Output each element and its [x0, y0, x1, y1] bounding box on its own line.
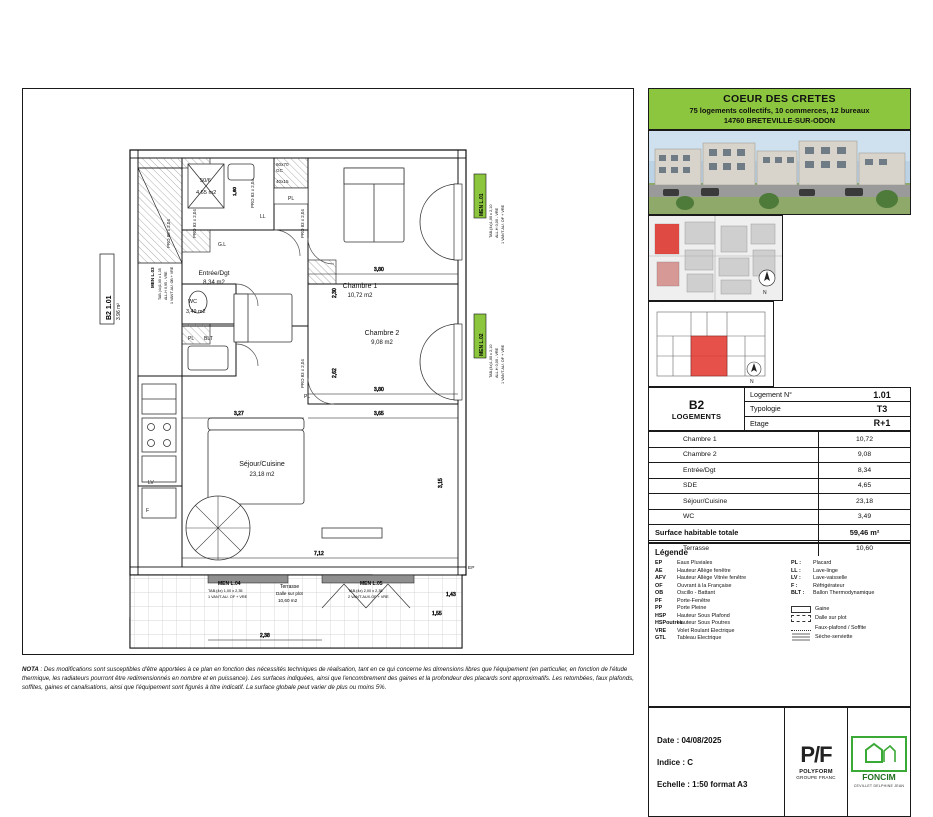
legend-text: Hauteur Allège Vitrée fenêtre: [677, 575, 747, 581]
terrace-area: 10,60 m2: [278, 598, 298, 603]
legend-text: Tableau Electrique: [677, 635, 722, 641]
legend-abbr: OF: [655, 582, 663, 589]
legend-item: [791, 583, 903, 589]
window-spec-men-l01-2: ALL.H 0,00 - VRE: [495, 207, 499, 238]
dimension-143: 1,43: [446, 592, 456, 598]
field-typologie: [745, 402, 910, 416]
area-name: WC: [683, 513, 695, 521]
field-logement-value: 1.01: [873, 389, 891, 400]
table-row-total: [649, 525, 910, 541]
dimension-262: 2,62: [332, 368, 338, 378]
dimension-160: 1,60: [232, 187, 237, 196]
legend-title: Légende: [655, 548, 688, 557]
legend-text: Eaux Pluviales: [677, 560, 713, 566]
legend-text: Ouvrant à la Française: [677, 582, 732, 589]
seche-serviette-icon: [791, 633, 811, 640]
legend-text: Réfrigérateur: [813, 582, 845, 589]
window-tag-men-l02: MEN L.02: [479, 333, 485, 356]
polyform-name: POLYFORM: [799, 769, 833, 775]
legend-text: Porte Pleine: [677, 605, 707, 611]
annotation-blt: BLT: [204, 336, 213, 342]
legend-text: Ballon Thermodynamique: [813, 590, 875, 596]
legend-text: Hauteur Sous Poutres: [677, 620, 731, 626]
dimension-380-b: 3,80: [374, 387, 384, 393]
legend-abbr: PP: [655, 605, 663, 611]
nota-text: : Des modifications sont susceptibles d'être apportées à ce plan en fonction des nécessités techniques de réalisation, tant en ce qui concerne les dimensions libres que l'équipement (en particulier, en fonction de l'étude thermique, les radiateurs pourront être redimensionnés en nombre et en puissance). Les surfaces indiquées, ainsi que l'encombrement des gaines et la profondeur des placards sont approximatifs. Les retombées, faux plafonds, soffites, gaines et canalisations, ainsi que l'équipement sont figurés à titre indicatif. La surface globale peut varier de plus ou moins 5%.: [22, 666, 634, 692]
annotation-lv: LV: [148, 480, 154, 486]
room-label-entree: Entrée/Dgt: [198, 270, 230, 277]
project-name: COEUR DES CRETES: [723, 93, 836, 105]
legend-text: Sèche-serviette: [815, 633, 853, 640]
dalle-plot-icon: [791, 615, 811, 622]
svg-text:N: N: [750, 379, 754, 385]
table-row: [649, 448, 910, 464]
faux-plafond-icon: [791, 624, 811, 631]
legend-item: [655, 598, 783, 604]
building-subtitle: LOGEMENTS: [671, 411, 722, 421]
room-label-sejour: Séjour/Cuisine: [239, 461, 285, 468]
polyform-sub: GROUPE FRANC: [796, 775, 836, 780]
legend-item: [791, 560, 903, 566]
window-spec-men-l03-1: TAB.(4x)1,00 x 1,35: [158, 268, 162, 300]
annotation-pl-2: PL: [188, 336, 195, 342]
footer-block: [648, 707, 911, 817]
annotation-porte-4: PRO 83 x 2,04: [300, 359, 305, 388]
legend-column-equipment: [791, 560, 903, 641]
legend-item: [655, 605, 783, 611]
legend-text: Dalle sur plot: [815, 615, 847, 622]
site-plan-thumbnail: [648, 215, 783, 301]
total-area-label: Surface habitable totale: [655, 527, 739, 537]
legend-item: [655, 560, 783, 566]
field-typologie-value: T3: [876, 403, 888, 414]
polyform-mark: P/F: [800, 742, 832, 767]
room-area-entree: 8,34 m2: [203, 280, 225, 286]
building-id: [649, 388, 745, 430]
area-name: Chambre 1: [683, 435, 717, 443]
dimension-327: 3,27: [234, 411, 244, 417]
legend-text: Lave-linge: [813, 567, 838, 574]
field-typologie-label: Typologie: [750, 404, 781, 414]
room-area-chambre2: 9,08 m2: [371, 340, 393, 346]
legend-item: [655, 613, 783, 619]
annotation-60x70: 60x70: [276, 162, 289, 167]
room-area-wc: 3,49 m2: [186, 309, 206, 315]
table-row: [649, 510, 910, 526]
legend-text: Gaine: [815, 606, 830, 612]
area-value: 10,60: [818, 541, 910, 557]
dimension-230: 2,30: [332, 288, 338, 298]
foncim-sub: CEVILLET DELPHINE JEAN: [853, 784, 905, 788]
window-spec-men-l02-3: 1 VAN'T.AU. OF + VRE: [501, 344, 505, 384]
window-spec-men-l04-2: 1 VAN'T.AU. OF + VRE: [208, 595, 248, 599]
legend-abbr: HSP: [655, 612, 667, 619]
table-row: [649, 494, 910, 510]
doc-date: Date : 04/08/2025: [657, 735, 722, 745]
legend-item: [791, 590, 903, 596]
legend-text: Volet Roulant Electrique: [677, 627, 735, 634]
window-tag-men-l03: MEN L.03: [150, 267, 155, 288]
info-panel: [648, 88, 911, 789]
areas-table: [648, 431, 911, 552]
doc-echelle: Echelle : 1:50 format A3: [657, 779, 748, 789]
legend-abbr: AFV: [655, 575, 666, 581]
room-label-wc: WC: [188, 299, 197, 305]
legend-symbol-gaine: [791, 606, 903, 613]
legend-column-abbreviations: [655, 560, 783, 641]
window-spec-men-l04-1: TAB.(4x) 1,00 x 2,35: [208, 589, 243, 593]
legend-item: [791, 568, 903, 574]
terrace-label: Terrasse: [280, 584, 300, 590]
plan-side-label-2: 3.96 m²: [116, 303, 122, 320]
apartment-id-block: [648, 387, 911, 431]
area-value: 9,08: [818, 448, 910, 463]
dimension-155: 1,55: [432, 611, 442, 617]
table-row: [649, 463, 910, 479]
field-etage-value: R+1: [873, 418, 891, 429]
area-name: Chambre 2: [683, 451, 717, 459]
annotation-pl-1: PL: [288, 196, 295, 202]
nota-label: NOTA: [22, 666, 39, 673]
area-value: 23,18: [818, 494, 910, 509]
legend-abbr: AE: [655, 567, 663, 574]
legend-item: [655, 590, 783, 596]
legend-abbr: BLT :: [791, 590, 805, 596]
dimension-712: 7,12: [314, 551, 324, 557]
legend-symbol-seche-serviette: [791, 633, 903, 640]
window-tag-men-l04: MEN L.04: [218, 581, 241, 587]
legend-text: Hauteur Allège fenêtre: [677, 567, 731, 574]
legend-item: [655, 635, 783, 641]
room-area-chambre1: 10,72 m2: [347, 293, 373, 299]
legend-text: Placard: [813, 560, 832, 566]
room-label-chambre1: Chambre 1: [342, 283, 378, 290]
gaine-icon: [791, 606, 811, 613]
legend-text: Faux-plafond / Soffite: [815, 624, 867, 631]
apartment-fields: [745, 388, 910, 430]
annotation-f: F: [146, 508, 150, 514]
table-row: [649, 432, 910, 448]
field-etage: [745, 417, 910, 430]
area-value: 3,49: [818, 510, 910, 525]
window-tag-men-l05: MEN L.05: [360, 581, 383, 587]
area-name: Terrasse: [683, 544, 710, 552]
room-area-sde: 4,65 m2: [196, 190, 217, 196]
legend-item: [791, 575, 903, 581]
legend-item: [655, 628, 783, 634]
dimension-365: 3,65: [374, 411, 384, 417]
annotation-porte-1: PRO 83 x 2,04: [192, 209, 197, 238]
annotation-gl: G.L: [218, 242, 227, 248]
legend-block: [648, 543, 911, 707]
nota-disclaimer: [22, 665, 634, 692]
area-name: Entrée/Dgt: [683, 466, 716, 474]
room-label-chambre2: Chambre 2: [364, 330, 400, 337]
legend-text: Lave-vaisselle: [813, 575, 848, 581]
svg-text:N: N: [763, 290, 767, 296]
field-logement: [745, 388, 910, 402]
dimension-315: 3,15: [438, 478, 444, 488]
level-plan-thumbnail: [648, 301, 774, 387]
legend-abbr: HSPoutres: [655, 620, 683, 626]
doc-indice: Indice : C: [657, 757, 694, 767]
window-spec-men-l05-1: TAB.(4x) 2,00 x 2,35: [348, 589, 383, 593]
window-tag-men-l01: MEN L.01: [479, 193, 485, 216]
floor-plan-drawing[interactable]: [22, 88, 634, 655]
legend-item: [655, 620, 783, 626]
window-spec-men-l01-3: 1 VAN'T.AU. OF + VRE: [501, 204, 505, 244]
legend-abbr: VRE: [655, 627, 667, 634]
window-spec-men-l02-1: TAB.(4x)1,00 x 2,10: [489, 344, 493, 378]
plan-side-label: B2 1.01: [106, 295, 113, 320]
project-title-block: [648, 88, 911, 130]
annotation-gc: GC: [276, 168, 283, 173]
area-name: Séjour/Cuisine: [683, 497, 728, 505]
project-address: 14760 BRETEVILLE-SUR-ODON: [723, 116, 836, 125]
legend-abbr: LL :: [791, 567, 801, 574]
legend-text: Oscillo - Battant: [677, 590, 716, 596]
total-area-value: 59,46 m²: [818, 525, 910, 540]
annotation-40x15: 40x15: [276, 179, 289, 184]
building-code: B2: [688, 397, 705, 412]
legend-abbr: EP: [655, 560, 663, 566]
room-area-sejour: 23,18 m2: [249, 472, 275, 478]
area-value: 10,72: [818, 432, 910, 447]
legend-item: [655, 568, 783, 574]
area-name: SDE: [683, 482, 697, 490]
legend-symbol-plot: [791, 615, 903, 622]
project-rendering-image: [648, 130, 911, 215]
legend-abbr: PF: [655, 597, 662, 604]
legend-abbr: F :: [791, 582, 798, 589]
annotation-pl-3: PL: [304, 394, 311, 400]
window-spec-men-l03-2: ALL.H 0,95 - VRE: [164, 271, 168, 300]
window-spec-men-l03-3: 1 VAN'T.AU. OB + VRE: [170, 266, 174, 304]
field-logement-label: Logement N°: [750, 390, 793, 400]
legend-symbol-faux-plafond: [791, 624, 903, 631]
dimension-238: 2,38: [260, 633, 270, 639]
legend-abbr: PL :: [791, 560, 802, 566]
table-row: [649, 479, 910, 495]
annotation-ll: LL: [260, 214, 266, 220]
dimension-380-a: 3,80: [374, 267, 384, 273]
window-spec-men-l02-2: ALL.H 0,00 - VRE: [495, 347, 499, 378]
legend-abbr: OB: [655, 590, 664, 596]
legend-item: [655, 575, 783, 581]
window-spec-men-l01-1: TAB.(4x)1,00 x 2,10: [489, 204, 493, 238]
area-value: 8,34: [818, 463, 910, 478]
legend-item: [655, 583, 783, 589]
legend-text: Hauteur Sous Plafond: [677, 612, 730, 619]
window-spec-men-l05-2: 2 VAN'T.AUX.OF + VRE: [348, 595, 389, 599]
project-program: 75 logements collectifs, 10 commerces, 12 bureaux: [689, 106, 870, 115]
field-etage-label: Etage: [750, 418, 769, 428]
room-label-sde: 50/6: [200, 178, 211, 184]
legend-abbr: GTL: [655, 635, 666, 641]
legend-text: Porte-Fenêtre: [677, 597, 711, 604]
foncim-name: FONCIM: [862, 772, 896, 782]
terrace-note: Dalle sur plot: [276, 591, 303, 596]
area-value: 4,65: [818, 479, 910, 494]
annotation-porte-3: PRO 83 x 2,04: [300, 209, 305, 238]
annotation-porte-2: PRO 83 x 2,04: [250, 179, 255, 208]
foncim-mark-icon: [851, 736, 907, 772]
legend-abbr: LV :: [791, 575, 801, 581]
annotation-porte-5: PRO 80 x 2,04: [166, 219, 171, 248]
annotation-ep: EP: [468, 566, 475, 571]
